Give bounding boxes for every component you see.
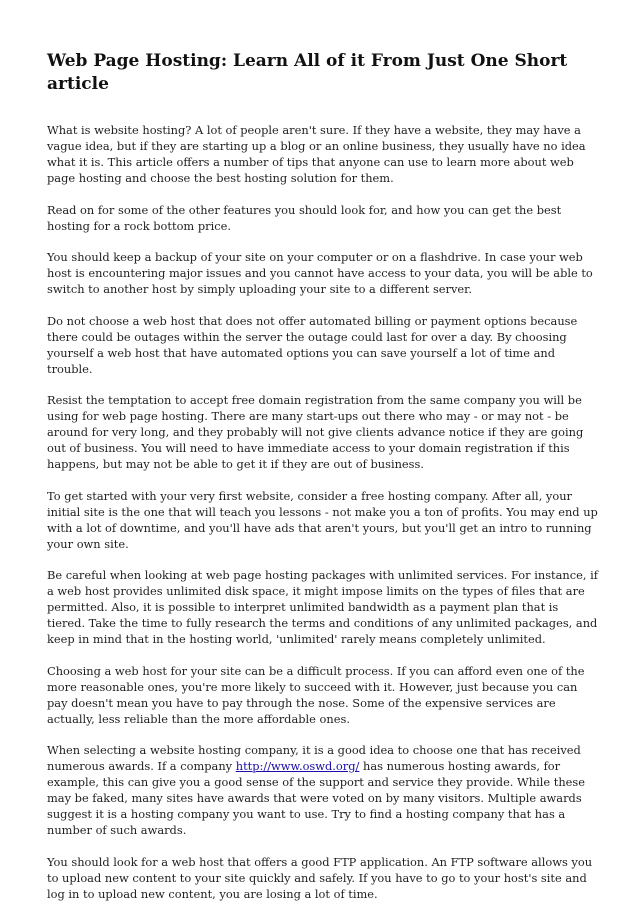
paragraph-unlimited-packages: Be careful when looking at web page hosting packages with unlimited services. For instance, if a web host provides unlimited disk space, it might impose limits on the types of files that are permitted. Also, it is possible to interpret unlimited bandwidth as a payment plan that is tiered. Take the time to fully research the terms and conditions of any unlimited packages, and keep in mind that in the hosting world, 'unlimited' rarely means completely unlimited. (47, 568, 598, 646)
paragraph-choosing-host: Choosing a web host for your site can be a difficult process. If you can afford even one of the more reasonable ones, you're more likely to succeed with it. However, just because you can pay doesn't mean you have to pay through the nose. Some of the expensive services are actually, less reliable than the more affordable ones. (47, 663, 585, 726)
paragraph-read-on: Read on for some of the other features you should look for, and how you can get the best hosting for a rock bottom price. (47, 202, 562, 233)
oswd-link[interactable]: http://www.oswd.org/ (235, 759, 360, 773)
paragraph-free-hosting: To get started with your very first website, consider a free hosting company. After all, your initial site is the one that will teach you lessons - not make you a ton of profits. You may end up with a lot of downtime, and you'll have ads that aren't yours, but you'll get an intro to running your own site. (47, 488, 598, 551)
paragraph-ftp: You should look for a web host that offers a good FTP application. An FTP software allows you to upload new content to your site quickly and safely. If you have to go to your host's site and log in to upload new content, you are losing a lot of time. (47, 854, 593, 901)
awards-text-after: has numerous hosting awards, for example, this can give you a good sense of the support and service they provide. While these may be faked, many sites have awards that were voted on by many visitors. Multiple awards suggest it is a hosting company you want to use. Try to find a hosting company that has a number of such awards. (47, 759, 585, 837)
document-page (47, 50, 599, 917)
article-title: Web Page Hosting: Learn All of it From Just One Short article (47, 51, 568, 94)
awards-text-before: When selecting a website hosting company, it is a good idea to choose one that has received numerous awards. If a company (47, 743, 581, 773)
paragraph-awards (47, 742, 599, 838)
paragraph-domain-registration: Resist the temptation to accept free domain registration from the same company you will be using for web page hosting. There are many start-ups out there who may - or may not - be around for very long, and they probably will not give clients advance notice if they are going out of business. You will need to have immediate access to your domain registration if this happens, but may not be able to get it if they are out of business. (47, 393, 584, 471)
paragraph-intro: What is website hosting? A lot of people aren't sure. If they have a website, they may have a vague idea, but if they are starting up a blog or an online business, they usually have no idea what it is. This article offers a number of tips that anyone can use to learn more about web page hosting and choose the best hosting solution for them. (47, 123, 586, 185)
paragraph-backup: You should keep a backup of your site on your computer or on a flashdrive. In case your web host is encountering major issues and you cannot have access to your data, you will be able to switch to another host by simply uploading your site to a different server. (47, 250, 593, 296)
paragraph-automated-billing: Do not choose a web host that does not offer automated billing or payment options because there could be outages within the server the outage could last for over a day. By choosing yourself a web host that have automated options you can save yourself a lot of time and trouble. (47, 313, 578, 376)
